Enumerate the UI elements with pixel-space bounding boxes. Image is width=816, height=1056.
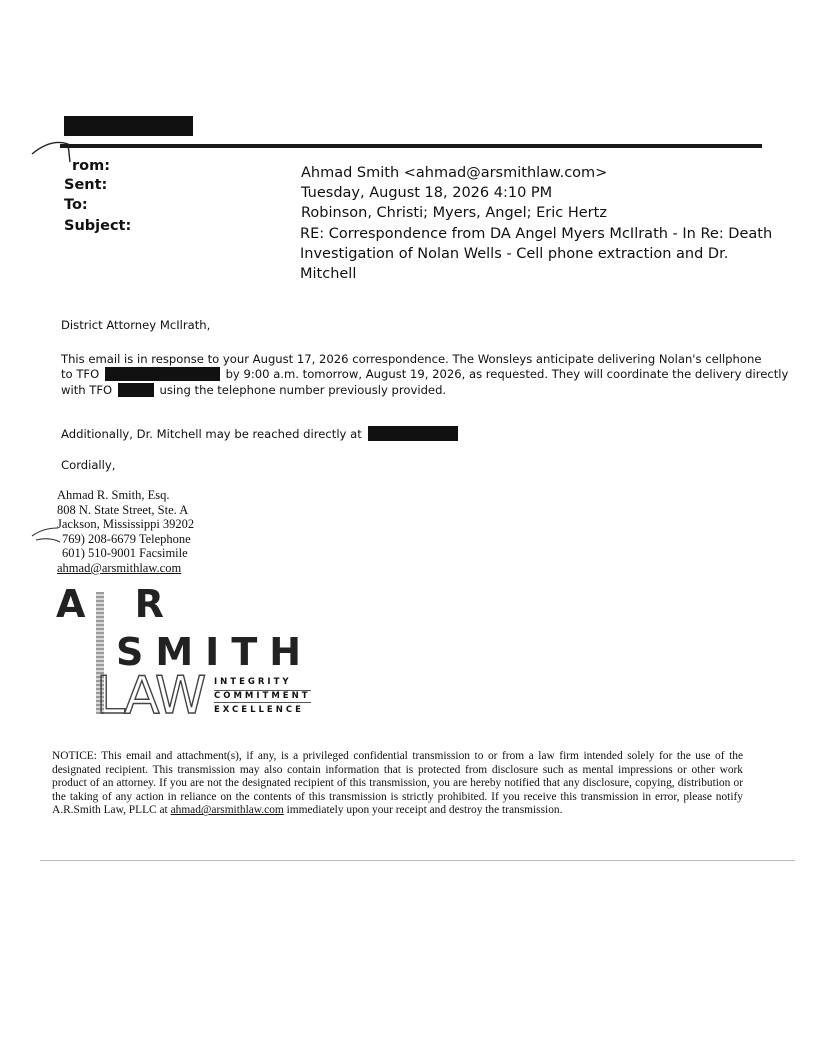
paragraph-1-line-1: This email is in response to your August 17, 2026 correspondence. The Wonsleys anticipate delivering Nolan's cellphone [61, 352, 762, 366]
subject-line: Mitchell [300, 266, 357, 282]
tfo-text: with TFO [61, 383, 113, 397]
paragraph-2 [61, 426, 458, 441]
notice-text-end: immediately upon your receipt and destroy the transmission. [286, 804, 563, 817]
tfo-text: to TFO [61, 367, 100, 381]
logo-ar: A R [56, 582, 182, 626]
signature-name: Ahmad R. Smith, Esq. [57, 488, 170, 502]
subject-label: Subject: [64, 218, 132, 234]
signature-city: Jackson, Mississippi 39202 [57, 517, 195, 532]
footer-divider [40, 860, 795, 861]
to-value: Robinson, Christi; Myers, Angel; Eric Hertz [301, 205, 607, 221]
signature-email-link[interactable]: ahmad@arsmithlaw.com [57, 560, 182, 575]
contact-text: Additionally, Dr. Mitchell may be reached directly at [61, 427, 362, 441]
logo-tagline-excellence: EXCELLENCE [214, 705, 304, 715]
redacted-phone [368, 426, 458, 441]
sent-value: Tuesday, August 18, 2026 4:10 PM [301, 185, 553, 201]
confidentiality-notice [52, 750, 743, 818]
notice-email-link[interactable]: ahmad@arsmithlaw.com [170, 804, 284, 817]
signature-fax: 601) 510-9001 Facsimile [62, 546, 188, 561]
subject-line: RE: Correspondence from DA Angel Myers McIlrath - In Re: Death [300, 226, 773, 242]
signature-address: 808 N. State Street, Ste. A [57, 502, 189, 517]
from-value: Ahmad Smith <ahmad@arsmithlaw.com> [301, 165, 608, 181]
signature-block [57, 488, 194, 576]
subject-line: Investigation of Nolan Wells - Cell phone extraction and Dr. [300, 246, 729, 262]
redacted-name [118, 383, 154, 397]
firm-logo [56, 582, 326, 726]
notice-text: NOTICE: This email and attachment(s), if any, is a privileged confidential transmission to or from a law firm intended solely for the use of the designated recipient. This transmission may also contain information that is protected from disclosure such as mental impressions or other work product of an attorney. If you are not the designated recipient of this transmission, you are hereby notified that any disclosure, copying, distribution or the taking of any action in reliance on the contents of this transmission is strictly prohibited. If you receive this transmission in error, please notify A.R.Smith Law, PLLC at [52, 750, 743, 817]
salutation: District Attorney McIlrath, [61, 318, 211, 332]
delivery-text: by 9:00 a.m. tomorrow, August 19, 2026, as requested. They will coordinate the delivery directly [225, 367, 789, 381]
header-divider [60, 144, 762, 148]
scan-mark-icon [30, 522, 70, 546]
logo-tagline-integrity: INTEGRITY [214, 677, 292, 687]
paragraph-1-line-2 [61, 367, 788, 381]
sent-label: Sent: [64, 177, 108, 193]
telephone-text: using the telephone number previously provided. [159, 383, 447, 397]
signature-phone: 769) 208-6679 Telephone [62, 531, 191, 546]
logo-tagline-commitment: COMMITMENT [214, 691, 311, 701]
logo-smith: SMITH [116, 630, 314, 674]
paragraph-1-line-3 [61, 383, 446, 397]
from-label: rom: [72, 158, 111, 174]
redacted-sender-block [64, 116, 193, 136]
logo-law: LAW [96, 666, 205, 726]
redacted-name [105, 367, 220, 381]
subject-value [300, 224, 780, 284]
closing: Cordially, [61, 458, 116, 472]
to-label: To: [64, 197, 88, 213]
